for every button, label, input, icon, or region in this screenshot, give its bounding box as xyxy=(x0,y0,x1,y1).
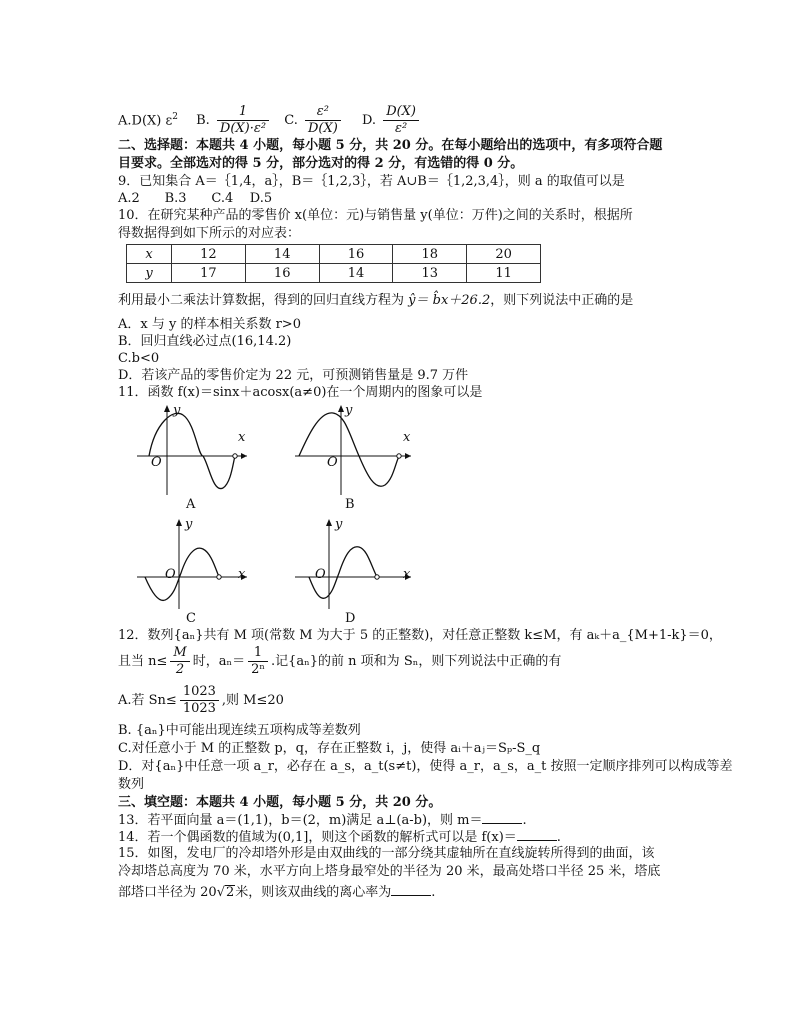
graph-d-origin-label: O xyxy=(315,567,326,582)
q8-option-c-den: D(X) xyxy=(307,121,338,137)
q11-graph-c xyxy=(135,517,255,612)
q14-text: 14．若一个偶函数的值域为(0,1]，则这个函数的解析式可以是 f(x)＝ xyxy=(118,830,517,845)
graph-b-x-label: x xyxy=(403,430,411,445)
q14-answer-blank[interactable] xyxy=(517,828,557,841)
q8-option-a: A.D(X) ε xyxy=(118,113,173,129)
graph-c-y-label: y xyxy=(185,517,193,532)
q11-graph-d xyxy=(293,517,418,612)
q15-line2: 冷却塔总高度为 70 米，水平方向上塔身最窄处的半径为 20 米，最高处塔口半径 25 米，塔底 xyxy=(118,864,661,879)
q11-graph-b xyxy=(293,403,418,498)
graph-b-origin-label: O xyxy=(327,455,338,470)
q15-line3: 部塔口半径为 20√2米，则该双曲线的离心率为 . xyxy=(118,885,436,900)
q11-stem: 11．函数 f(x)＝sinx＋acosx(a≠0)在一个周期内的图象可以是 xyxy=(118,385,483,400)
section2-heading-line2: 目要求。全部选对的得 5 分，部分选对的得 2 分，有选错的得 0 分。 xyxy=(118,156,524,171)
q12-frac2-num: 1 xyxy=(248,645,268,662)
table-cell: 18 xyxy=(393,245,467,264)
table-cell: 20 xyxy=(467,245,541,264)
q8-options xyxy=(118,100,422,138)
q12-stem2-post: .记{aₙ}的前 n 项和为 Sₙ，则下列说法中正确的有 xyxy=(271,654,562,669)
q10-regression-equation: ŷ＝ b̂x＋26.2 xyxy=(408,293,491,308)
q13-answer-blank[interactable] xyxy=(482,811,522,824)
q12-option-d-line2: 数列 xyxy=(118,777,145,792)
table-cell: 13 xyxy=(393,264,467,283)
q10-option-b: B．回归直线必过点(16,14.2) xyxy=(118,334,292,349)
q9-options: A.2 B.3 C.4 D.5 xyxy=(118,191,273,206)
q12-option-a-num: 1023 xyxy=(180,684,219,701)
graph-d-x-label: x xyxy=(403,567,411,582)
q14: 14．若一个偶函数的值域为(0,1]，则这个函数的解析式可以是 f(x)＝ . xyxy=(118,830,561,845)
q9-stem: 9．已知集合 A＝｛1,4，a｝，B＝｛1,2,3｝，若 A∪B＝｛1,2,3,4｝，则 a 的取值可以是 xyxy=(118,174,625,189)
table-cell: 17 xyxy=(172,264,246,283)
q12-option-a xyxy=(118,684,284,718)
q12-option-a-post: ,则 M≤20 xyxy=(221,693,284,708)
q12-stem2-mid: 时，aₙ＝ xyxy=(192,654,246,669)
q12-option-a-den: 1023 xyxy=(182,701,216,716)
q12-option-b: B. {aₙ}中可能出现连续五项构成等差数列 xyxy=(118,723,361,738)
q12-option-d-line1: D．对{aₙ}中任意一项 a_r，必存在 a_s，a_t(s≠t)，使得 a_r，a_s，a_t 按照一定顺序排列可以构成等差 xyxy=(118,759,733,774)
q10-stem-line2: 得数据得到如下所示的对应表： xyxy=(118,226,301,241)
q8-option-b-den: D(X)·ε² xyxy=(219,121,267,137)
q15-answer-blank[interactable] xyxy=(391,883,431,896)
table-cell: 14 xyxy=(319,264,393,283)
table-cell: 16 xyxy=(245,264,319,283)
q12-stem-line2 xyxy=(118,645,561,679)
graph-a-x-label: x xyxy=(238,430,246,445)
q15-line1: 15．如图，发电厂的冷却塔外形是由双曲线的一部分绕其虚轴所在直线旋转所得到的曲面，该 xyxy=(118,846,655,861)
table-row xyxy=(127,245,541,264)
q10-regression-line xyxy=(118,292,633,310)
q12-stem-line1: 12．数列{aₙ}共有 M 项(常数 M 为大于 5 的正整数)，对任意正整数 k≤M，有 aₖ＋a_{M+1-k}＝0， xyxy=(118,628,722,643)
graph-d-y-label: y xyxy=(335,517,343,532)
q8-option-c-num: ε² xyxy=(305,104,341,121)
q10-regression-pre: 利用最小二乘法计算数据，得到的回归直线方程为 xyxy=(118,293,405,308)
q12-frac1-den: 2 xyxy=(175,662,185,677)
q8-option-b-label: B. xyxy=(196,113,210,129)
q11-graph-a xyxy=(135,403,255,498)
section3-heading: 三、填空题：本题共 4 小题，每小题 5 分，共 20 分。 xyxy=(118,795,442,810)
q8-option-d-den: ε² xyxy=(395,121,408,137)
table-cell: 11 xyxy=(467,264,541,283)
q8-option-c-fraction xyxy=(305,104,341,137)
q15-line3-pre: 部塔口半径为 20 xyxy=(118,885,217,900)
q12-option-c: C.对任意小于 M 的正整数 p，q，存在正整数 i，j，使得 aᵢ＋aⱼ＝Sₚ-S_q xyxy=(118,741,541,756)
q10-regression-post: ，则下列说法中正确的是 xyxy=(490,293,634,308)
table-header-x: x xyxy=(127,245,172,264)
q12-option-a-pre: A.若 Sn≤ xyxy=(118,693,177,708)
q13-text: 13．若平面向量 a＝(1,1)，b＝(2，m)满足 a⊥(a-b)，则 m＝ xyxy=(118,813,483,828)
q8-option-c-label: C. xyxy=(284,113,298,129)
graph-b-y-label: y xyxy=(345,403,353,418)
sqrt-sign: √ xyxy=(216,885,225,900)
table-header-y: y xyxy=(127,264,172,283)
q15-line3-post: 米，则该双曲线的离心率为 xyxy=(235,885,392,900)
q10-data-table xyxy=(126,244,541,283)
q11-graph-b-caption: B xyxy=(345,497,355,512)
q12-stem2-pre: 且当 n≤ xyxy=(118,654,168,669)
table-cell: 16 xyxy=(319,245,393,264)
q8-option-b-fraction xyxy=(217,104,269,137)
q13: 13．若平面向量 a＝(1,1)，b＝(2，m)满足 a⊥(a-b)，则 m＝ . xyxy=(118,813,527,828)
q10-option-c: C.b<0 xyxy=(118,351,160,366)
section2-heading-line1: 二、选择题：本题共 4 小题，每小题 5 分，共 20 分。在每小题给出的选项中，有多项符合题 xyxy=(118,138,663,153)
q12-frac1-num: M xyxy=(170,645,189,662)
q11-graph-d-caption: D xyxy=(345,611,356,626)
graph-a-origin-label: O xyxy=(151,455,162,470)
q11-graph-a-caption: A xyxy=(186,497,196,512)
graph-c-x-label: x xyxy=(238,567,246,582)
q10-option-d: D．若该产品的零售价定为 22 元，可预测销售量是 9.7 万件 xyxy=(118,368,469,383)
q11-graph-c-caption: C xyxy=(186,611,196,626)
q15-sqrt-value: 2 xyxy=(225,885,235,900)
table-cell: 14 xyxy=(245,245,319,264)
q8-option-a-sup: 2 xyxy=(172,112,178,122)
table-row xyxy=(127,264,541,283)
q12-frac2-den: 2ⁿ xyxy=(251,662,265,677)
table-cell: 12 xyxy=(172,245,246,264)
q8-option-d-label: D. xyxy=(361,113,377,129)
q10-option-a: A．x 与 y 的样本相关系数 r>0 xyxy=(118,317,301,332)
graph-a-y-label: y xyxy=(173,403,181,418)
q12-frac-m-over-2 xyxy=(170,645,189,678)
graph-c-origin-label: O xyxy=(165,567,176,582)
q10-stem-line1: 10．在研究某种产品的零售价 x(单位：元)与销售量 y(单位：万件)之间的关系时，根据所 xyxy=(118,208,633,223)
q8-option-d-num: D(X) xyxy=(383,104,419,121)
q12-option-a-fraction xyxy=(180,684,219,717)
q12-frac-1-over-2n xyxy=(248,645,268,678)
q8-option-b-num: 1 xyxy=(217,104,269,121)
q8-option-d-fraction xyxy=(383,104,419,137)
